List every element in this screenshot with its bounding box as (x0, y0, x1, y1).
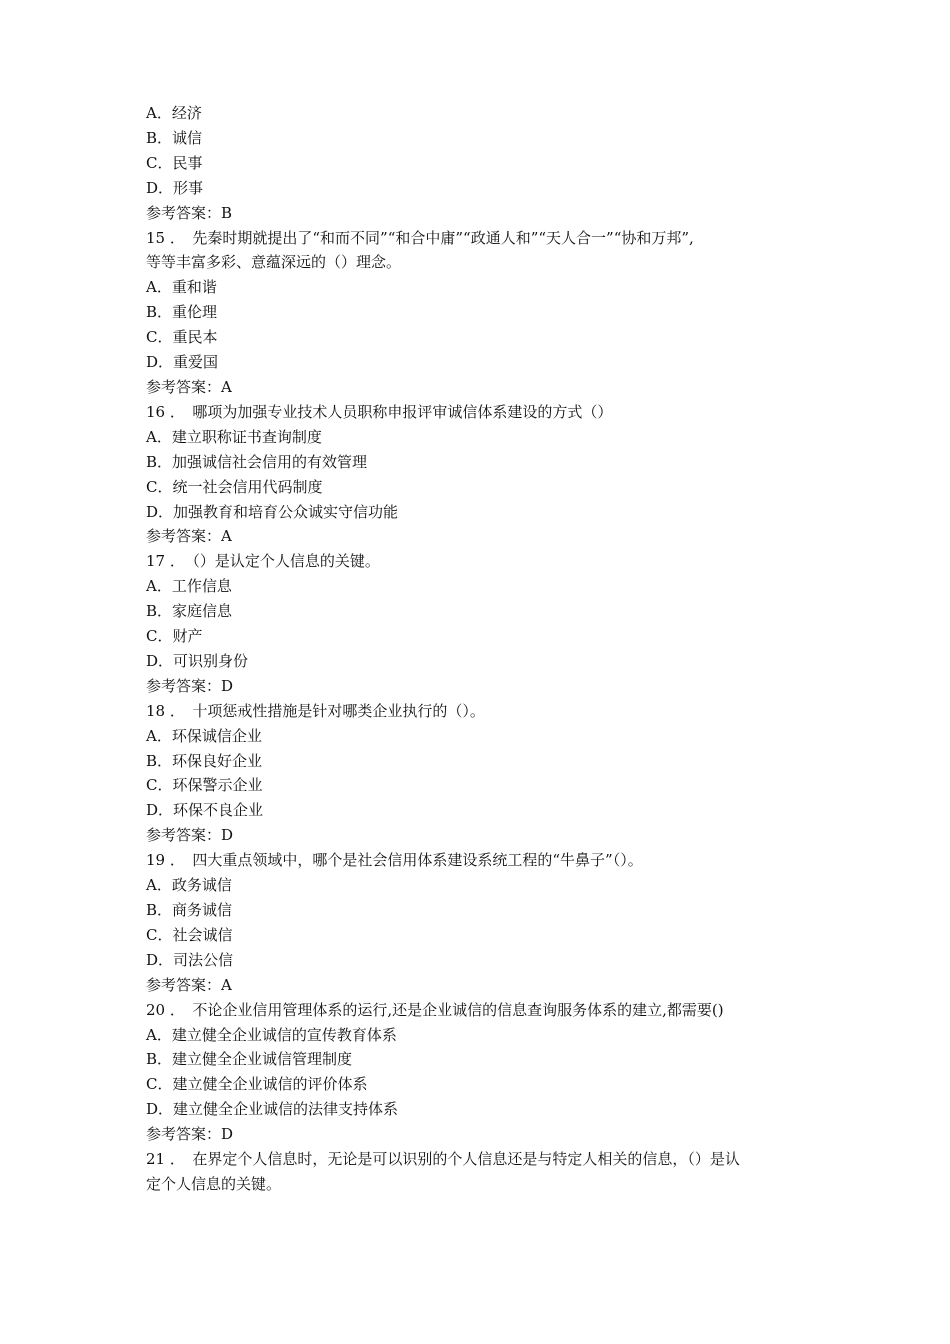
text-line: 定个人信息的关键。 (146, 1174, 282, 1193)
text-line: A．工作信息 (146, 577, 232, 596)
text-line: 参考答案：A (146, 975, 232, 994)
text-line: 18 ． 十项惩戒性措施是针对哪类企业执行的（）。 (146, 701, 485, 720)
text-line: B．诚信 (146, 128, 203, 147)
text-line: A．环保诚信企业 (146, 726, 262, 745)
text-line: 参考答案：D (146, 1125, 234, 1144)
text-line: C．社会诚信 (146, 925, 233, 944)
text-line: D．形事 (146, 178, 204, 197)
text-line: D．重爱国 (146, 353, 219, 372)
text-line: A．建立职称证书查询制度 (146, 427, 322, 446)
text-line: D．司法公信 (146, 950, 234, 969)
text-line: 16 ． 哪项为加强专业技术人员职称申报评审诚信体系建设的方式（） (146, 402, 613, 421)
text-line: A．重和谐 (146, 278, 217, 297)
text-line: C．环保警示企业 (146, 776, 263, 795)
text-line: 参考答案：B (146, 203, 233, 222)
text-line: D．环保不良企业 (146, 801, 264, 820)
text-line: C．统一社会信用代码制度 (146, 477, 323, 496)
text-line: A．经济 (146, 104, 202, 122)
text-line: B．建立健全企业诚信管理制度 (146, 1050, 353, 1069)
text-line: D．可识别身份 (146, 651, 249, 670)
text-line: 20 ． 不论企业信用管理体系的运行,还是企业诚信的信息查询服务体系的建立,都需要() (146, 1000, 724, 1019)
text-line: 参考答案：A (146, 527, 232, 546)
text-line: B．家庭信息 (146, 602, 233, 621)
text-line: B．环保良好企业 (146, 751, 263, 770)
text-line: D．加强教育和培育公众诚实守信功能 (146, 502, 399, 521)
text-line: 参考答案：D (146, 826, 234, 845)
document-body (146, 101, 816, 1197)
text-line: D．建立健全企业诚信的法律支持体系 (146, 1100, 399, 1119)
text-line: 参考答案：D (146, 676, 234, 695)
text-line: C．建立健全企业诚信的评价体系 (146, 1075, 368, 1094)
text-line: 21 ． 在界定个人信息时，无论是可以识别的个人信息还是与特定人相关的信息，（）是认 (146, 1150, 740, 1169)
text-line: 等等丰富多彩、意蕴深远的（）理念。 (146, 253, 402, 272)
text-line: A．政务诚信 (146, 876, 232, 895)
text-line: C．重民本 (146, 328, 218, 347)
text-line: A．建立健全企业诚信的宣传教育体系 (146, 1025, 397, 1044)
text-line: C．财产 (146, 627, 203, 646)
text-line: 参考答案：A (146, 377, 232, 396)
text-line: 19 ． 四大重点领域中，哪个是社会信用体系建设系统工程的“牛鼻子”（）。 (146, 851, 643, 870)
text-line: B．加强诚信社会信用的有效管理 (146, 452, 368, 471)
text-line: B．重伦理 (146, 303, 218, 322)
text-line: B．商务诚信 (146, 901, 233, 919)
text-line: C．民事 (146, 153, 203, 172)
text-line: 17 ． （）是认定个人信息的关键。 (146, 552, 380, 571)
text-line: 15 ． 先秦时期就提出了“和而不同”“和合中庸”“政通人和”“天人合一”“协和万邦”, (146, 228, 694, 247)
